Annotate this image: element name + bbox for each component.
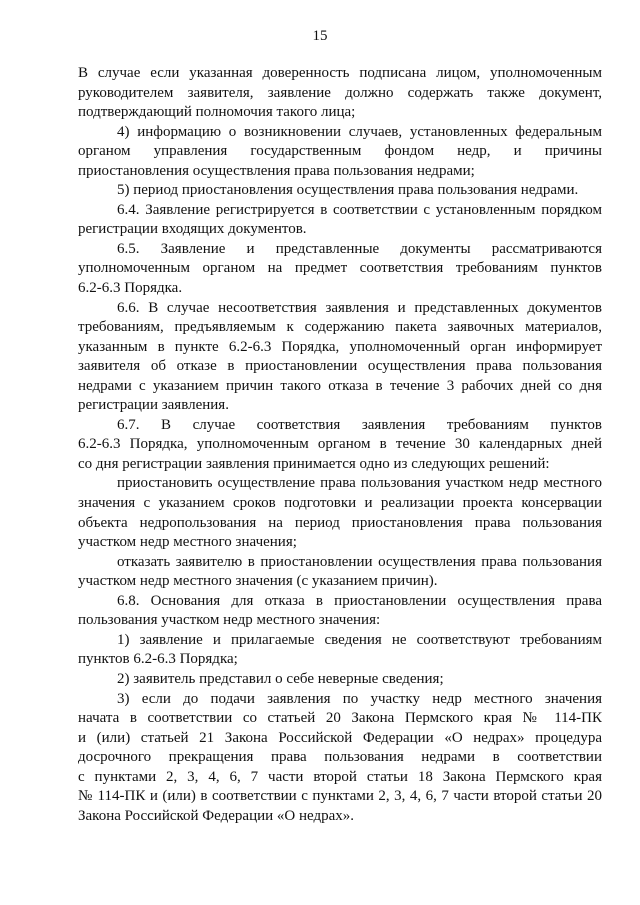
text-line: с пунктами 2, 3, 4, 6, 7 части второй статьи 18 Закона Пермского края: [78, 768, 602, 785]
text-line: 6.6. В случае несоответствия заявления и представленных документов: [117, 299, 602, 316]
text-line: 1) заявление и прилагаемые сведения не соответствуют требованиям: [117, 631, 602, 648]
text-line: приостановления осуществления права пользования недрами;: [78, 162, 475, 179]
text-line: заявителя об отказе в приостановлении осуществления права пользования: [78, 358, 602, 375]
text-line: и (или) статьей 21 Закона Российской Федерации «О недрах» процедура: [78, 729, 602, 746]
text-line: значения с указанием сроков подготовки и реализации проекта консервации: [78, 495, 602, 512]
text-line: указанным в пункте 6.2-6.3 Порядка, уполномоченный орган информирует: [78, 338, 602, 355]
text-line: досрочного прекращения права пользования недрами в соответствии: [78, 749, 602, 766]
text-line: 6.8. Основания для отказа в приостановлении осуществления права: [117, 592, 602, 609]
text-line: 6.7. В случае соответствия заявления требованиям пунктов: [117, 416, 602, 433]
text-line: Закона Российской Федерации «О недрах».: [78, 807, 355, 824]
text-line: 6.2-6.3 Порядка, уполномоченным органом в течение 30 календарных дней: [78, 436, 602, 453]
text-line: объекта недропользования на период приостановления права пользования: [78, 514, 602, 531]
text-line: 3) если до подачи заявления по участку недр местного значения: [117, 690, 602, 707]
text-line: 2) заявитель представил о себе неверные сведения;: [117, 670, 444, 687]
text-line: приостановить осуществление права пользования участком недр местного: [117, 475, 602, 492]
text-line: 4) информацию о возникновении случаев, установленных федеральным: [117, 123, 602, 140]
text-line: регистрации заявления.: [78, 397, 229, 414]
text-line: руководителем заявителя, заявление должно содержать также документ,: [78, 84, 602, 101]
text-line: 6.4. Заявление регистрируется в соответствии с установленным порядком: [117, 201, 602, 218]
text-line: 6.2-6.3 Порядка.: [78, 280, 183, 297]
text-line: участком недр местного значения;: [78, 534, 297, 551]
text-line: отказать заявителю в приостановлении осуществления права пользования: [117, 553, 602, 570]
text-line: 6.5. Заявление и представленные документы рассматриваются: [117, 240, 602, 257]
text-line: уполномоченным органом на предмет соответствия требованиям пунктов: [78, 260, 602, 277]
text-line: органом управления государственным фондом недр, и причины: [78, 143, 602, 160]
page-number: 15: [312, 28, 328, 44]
text-line: со дня регистрации заявления принимается одно из следующих решений:: [78, 455, 550, 472]
text-line: требованиям, предъявляемым к содержанию пакета заявочных материалов,: [78, 319, 602, 336]
text-line: 5) период приостановления осуществления права пользования недрами.: [117, 182, 579, 199]
text-line: недрами с указанием причин такого отказа в течение 3 рабочих дней со дня: [78, 377, 602, 394]
text-line: В случае если указанная доверенность подписана лицом, уполномоченным: [78, 65, 602, 81]
text-line: регистрации входящих документов.: [78, 221, 307, 238]
text-line: начата в соответствии со статьей 20 Закона Пермского края № 114-ПК: [78, 710, 602, 727]
text-line: участком недр местного значения (с указанием причин).: [78, 573, 438, 590]
text-line: № 114-ПК и (или) в соответствии с пунктами 2, 3, 4, 6, 7 части второй статьи 20: [78, 788, 602, 805]
text-line: пользования участком недр местного значения:: [78, 612, 381, 629]
text-line: подтверждающий полномочия такого лица;: [78, 104, 356, 121]
body-text: [78, 64, 602, 826]
text-line: пунктов 6.2-6.3 Порядка;: [78, 651, 238, 668]
